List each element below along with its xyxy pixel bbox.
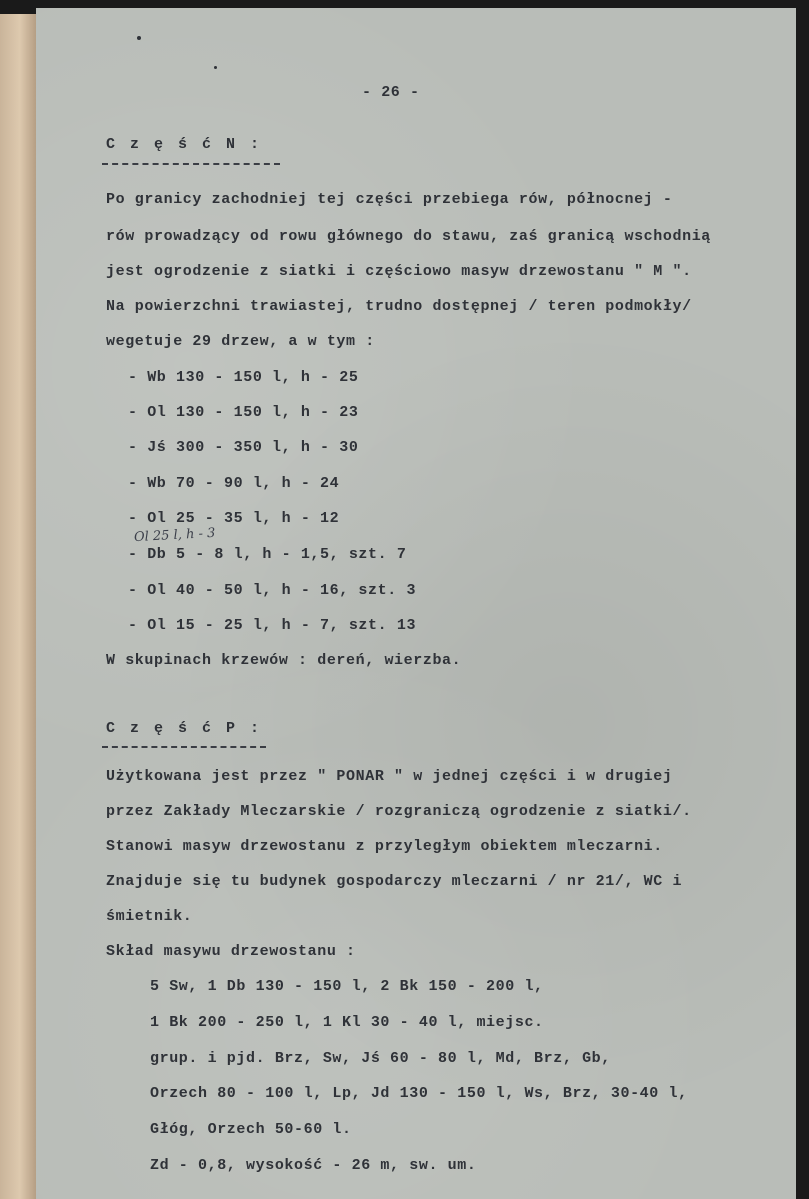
tree-list-item: - Ol 25 - 35 l, h - 12 — [128, 510, 340, 527]
handwritten-note: Ol 25 l, h - 3 — [133, 525, 216, 546]
section-p-paragraph-line: Stanowi masyw drzewostanu z przyległym obiektem mleczarni. — [106, 838, 663, 855]
tree-list-item: - Ol 15 - 25 l, h - 7, szt. 13 — [128, 617, 417, 634]
section-p-paragraph-line: przez Zakłady Mleczarskie / rozgraniczą ogrodzenie z siatki/. — [106, 803, 692, 820]
shrubs-line: W skupinach krzewów : dereń, wierzba. — [106, 652, 462, 669]
tree-list-item: - Wb 70 - 90 l, h - 24 — [128, 475, 340, 492]
paper-speck — [137, 36, 141, 40]
composition-line: 1 Bk 200 - 250 l, 1 Kl 30 - 40 l, miejsc. — [150, 1014, 544, 1031]
document-page — [36, 8, 796, 1199]
composition-line: Głóg, Orzech 50-60 l. — [150, 1121, 352, 1138]
section-n-paragraph-line: wegetuje 29 drzew, a w tym : — [106, 333, 375, 350]
paper-speck — [214, 66, 217, 69]
section-p-paragraph-line: Znajduje się tu budynek gospodarczy mleczarni / nr 21/, WC i — [106, 873, 683, 890]
section-n-paragraph-line: Po granicy zachodniej tej części przebiega rów, północnej - — [106, 191, 673, 208]
section-n-paragraph-line: Na powierzchni trawiastej, trudno dostępnej / teren podmokły/ — [106, 298, 692, 315]
section-p-underline — [102, 746, 266, 748]
section-n-underline — [102, 163, 280, 165]
section-p-paragraph-line: Użytkowana jest przez " PONAR " w jednej części i w drugiej — [106, 768, 673, 785]
section-n-heading: C z ę ś ć N : — [106, 136, 263, 153]
section-n-paragraph-line: rów prowadzący od rowu głównego do stawu, zaś granicą wschodnią — [106, 228, 711, 245]
composition-line: Orzech 80 - 100 l, Lp, Jd 130 - 150 l, Ws, Brz, 30-40 l, — [150, 1085, 688, 1102]
section-p-paragraph-line: śmietnik. — [106, 908, 193, 925]
page-number: - 26 - — [362, 84, 420, 101]
section-n-paragraph-line: jest ogrodzenie z siatki i częściowo masyw drzewostanu " M ". — [106, 263, 692, 280]
tree-list-item: - Ol 130 - 150 l, h - 23 — [128, 404, 359, 421]
tree-list-item: - Wb 130 - 150 l, h - 25 — [128, 369, 359, 386]
tree-list-item: - Ol 40 - 50 l, h - 16, szt. 3 — [128, 582, 417, 599]
composition-line: 5 Sw, 1 Db 130 - 150 l, 2 Bk 150 - 200 l, — [150, 978, 544, 995]
composition-label: Skład masywu drzewostanu : — [106, 943, 356, 960]
section-p-heading: C z ę ś ć P : — [106, 720, 263, 737]
composition-line: Zd - 0,8, wysokość - 26 m, sw. um. — [150, 1157, 477, 1174]
tree-list-item: - Db 5 - 8 l, h - 1,5, szt. 7 — [128, 546, 407, 563]
composition-line: grup. i pjd. Brz, Sw, Jś 60 - 80 l, Md, Brz, Gb, — [150, 1050, 611, 1067]
book-binding-edge — [0, 14, 37, 1199]
tree-list-item: - Jś 300 - 350 l, h - 30 — [128, 439, 359, 456]
